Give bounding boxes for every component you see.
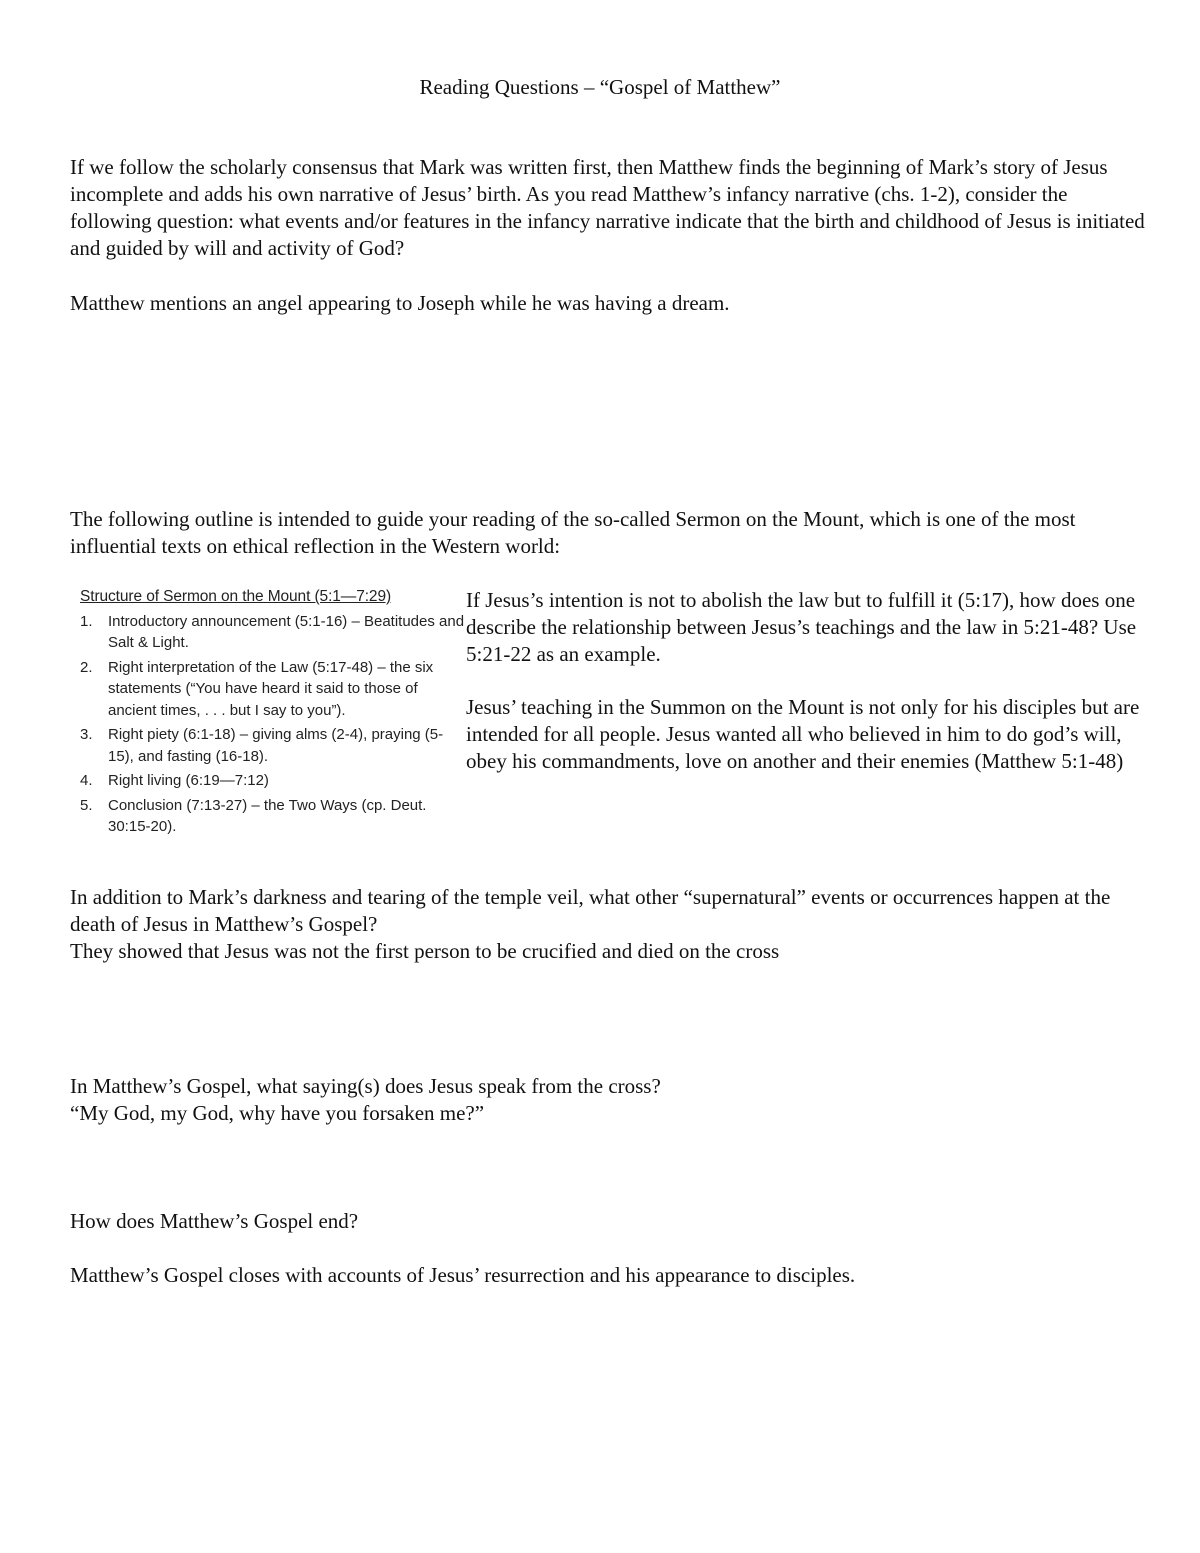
outline-item [80,795,465,838]
answer-text: “My God, my God, why have you forsaken me?” [70,1101,485,1125]
question-sayings-from-cross [70,1073,1150,1127]
outline-item-text: Conclusion (7:13-27) – the Two Ways (cp. Deut. 30:15-20). [108,796,427,835]
paragraph-spacer [466,668,1156,694]
outline-item-number: 5. [80,796,93,814]
outline-item-number: 4. [80,772,93,789]
question-text: How does Matthew’s Gospel end? [70,1209,359,1233]
answer-text: They showed that Jesus was not the first person to be crucified and died on the cross [70,939,780,963]
answer-gospel-ending [70,1262,1150,1289]
sermon-outline [80,586,465,841]
outline-item-number: 2. [80,658,93,676]
outline-item-number: 3. [80,726,93,743]
question-infancy-narrative [70,154,1150,262]
outline-item [80,770,465,792]
outline-introduction [70,506,1150,560]
question-text: In Matthew’s Gospel, what saying(s) does Jesus speak from the cross? [70,1074,661,1098]
outline-intro-text: The following outline is intended to guide your reading of the so-called Sermon on the Mount, which is one of the most influential texts on ethical reflection in the Western world: [70,507,1076,558]
question-supernatural-events [70,884,1150,965]
outline-item-text: Right piety (6:1-18) – giving alms (2-4), praying (5-15), and fasting (16-18). [108,726,444,765]
question-text: If we follow the scholarly consensus that Mark was written first, then Matthew finds the beginning of Mark’s story of Jesus incomplete and adds his own narrative of Jesus’ birth. As you read Matthew’s infancy narrative (chs. 1-2), consider the following question: what events and/or features in the infancy narrative indicate that the birth and childhood of Jesus is initiated and guided by will and activity of God? [70,155,1145,260]
question-text: In addition to Mark’s darkness and tearing of the temple veil, what other “supernatural” events or occurrences happen at the death of Jesus in Matthew’s Gospel? [70,885,1111,936]
answer-law-fulfillment: Jesus’ teaching in the Summon on the Mount is not only for his disciples but are intended for all people. Jesus wanted all who believed in him to do god’s will, obey his commandments, love on another and their enemies (Matthew 5:1-48) [466,695,1140,773]
outline-item-text: Introductory announcement (5:1-16) – Beatitudes and Salt & Light. [108,612,465,651]
outline-item [80,724,465,767]
answer-infancy-narrative [70,290,1150,317]
answer-text: Matthew mentions an angel appearing to Joseph while he was having a dream. [70,291,730,315]
answer-text: Matthew’s Gospel closes with accounts of Jesus’ resurrection and his appearance to disciples. [70,1263,856,1287]
outline-item [80,657,465,722]
outline-item-number: 1. [80,612,93,630]
outline-list [80,611,465,838]
question-law-fulfillment: If Jesus’s intention is not to abolish the law but to fulfill it (5:17), how does one describe the relationship between Jesus’s teachings and the law in 5:21-48? Use 5:21-22 as an example. [466,588,1137,666]
outline-item-text: Right living (6:19—7:12) [108,772,269,789]
outline-item-text: Right interpretation of the Law (5:17-48) – the six statements (“You have heard it said to those of ancient times, . . . but I say to you”). [108,658,434,719]
outline-title: Structure of Sermon on the Mount (5:1—7:29) [80,588,392,605]
sermon-question-column [466,587,1156,775]
question-gospel-ending [70,1208,1150,1235]
page-title: Reading Questions – “Gospel of Matthew” [419,75,781,99]
outline-item [80,611,465,654]
